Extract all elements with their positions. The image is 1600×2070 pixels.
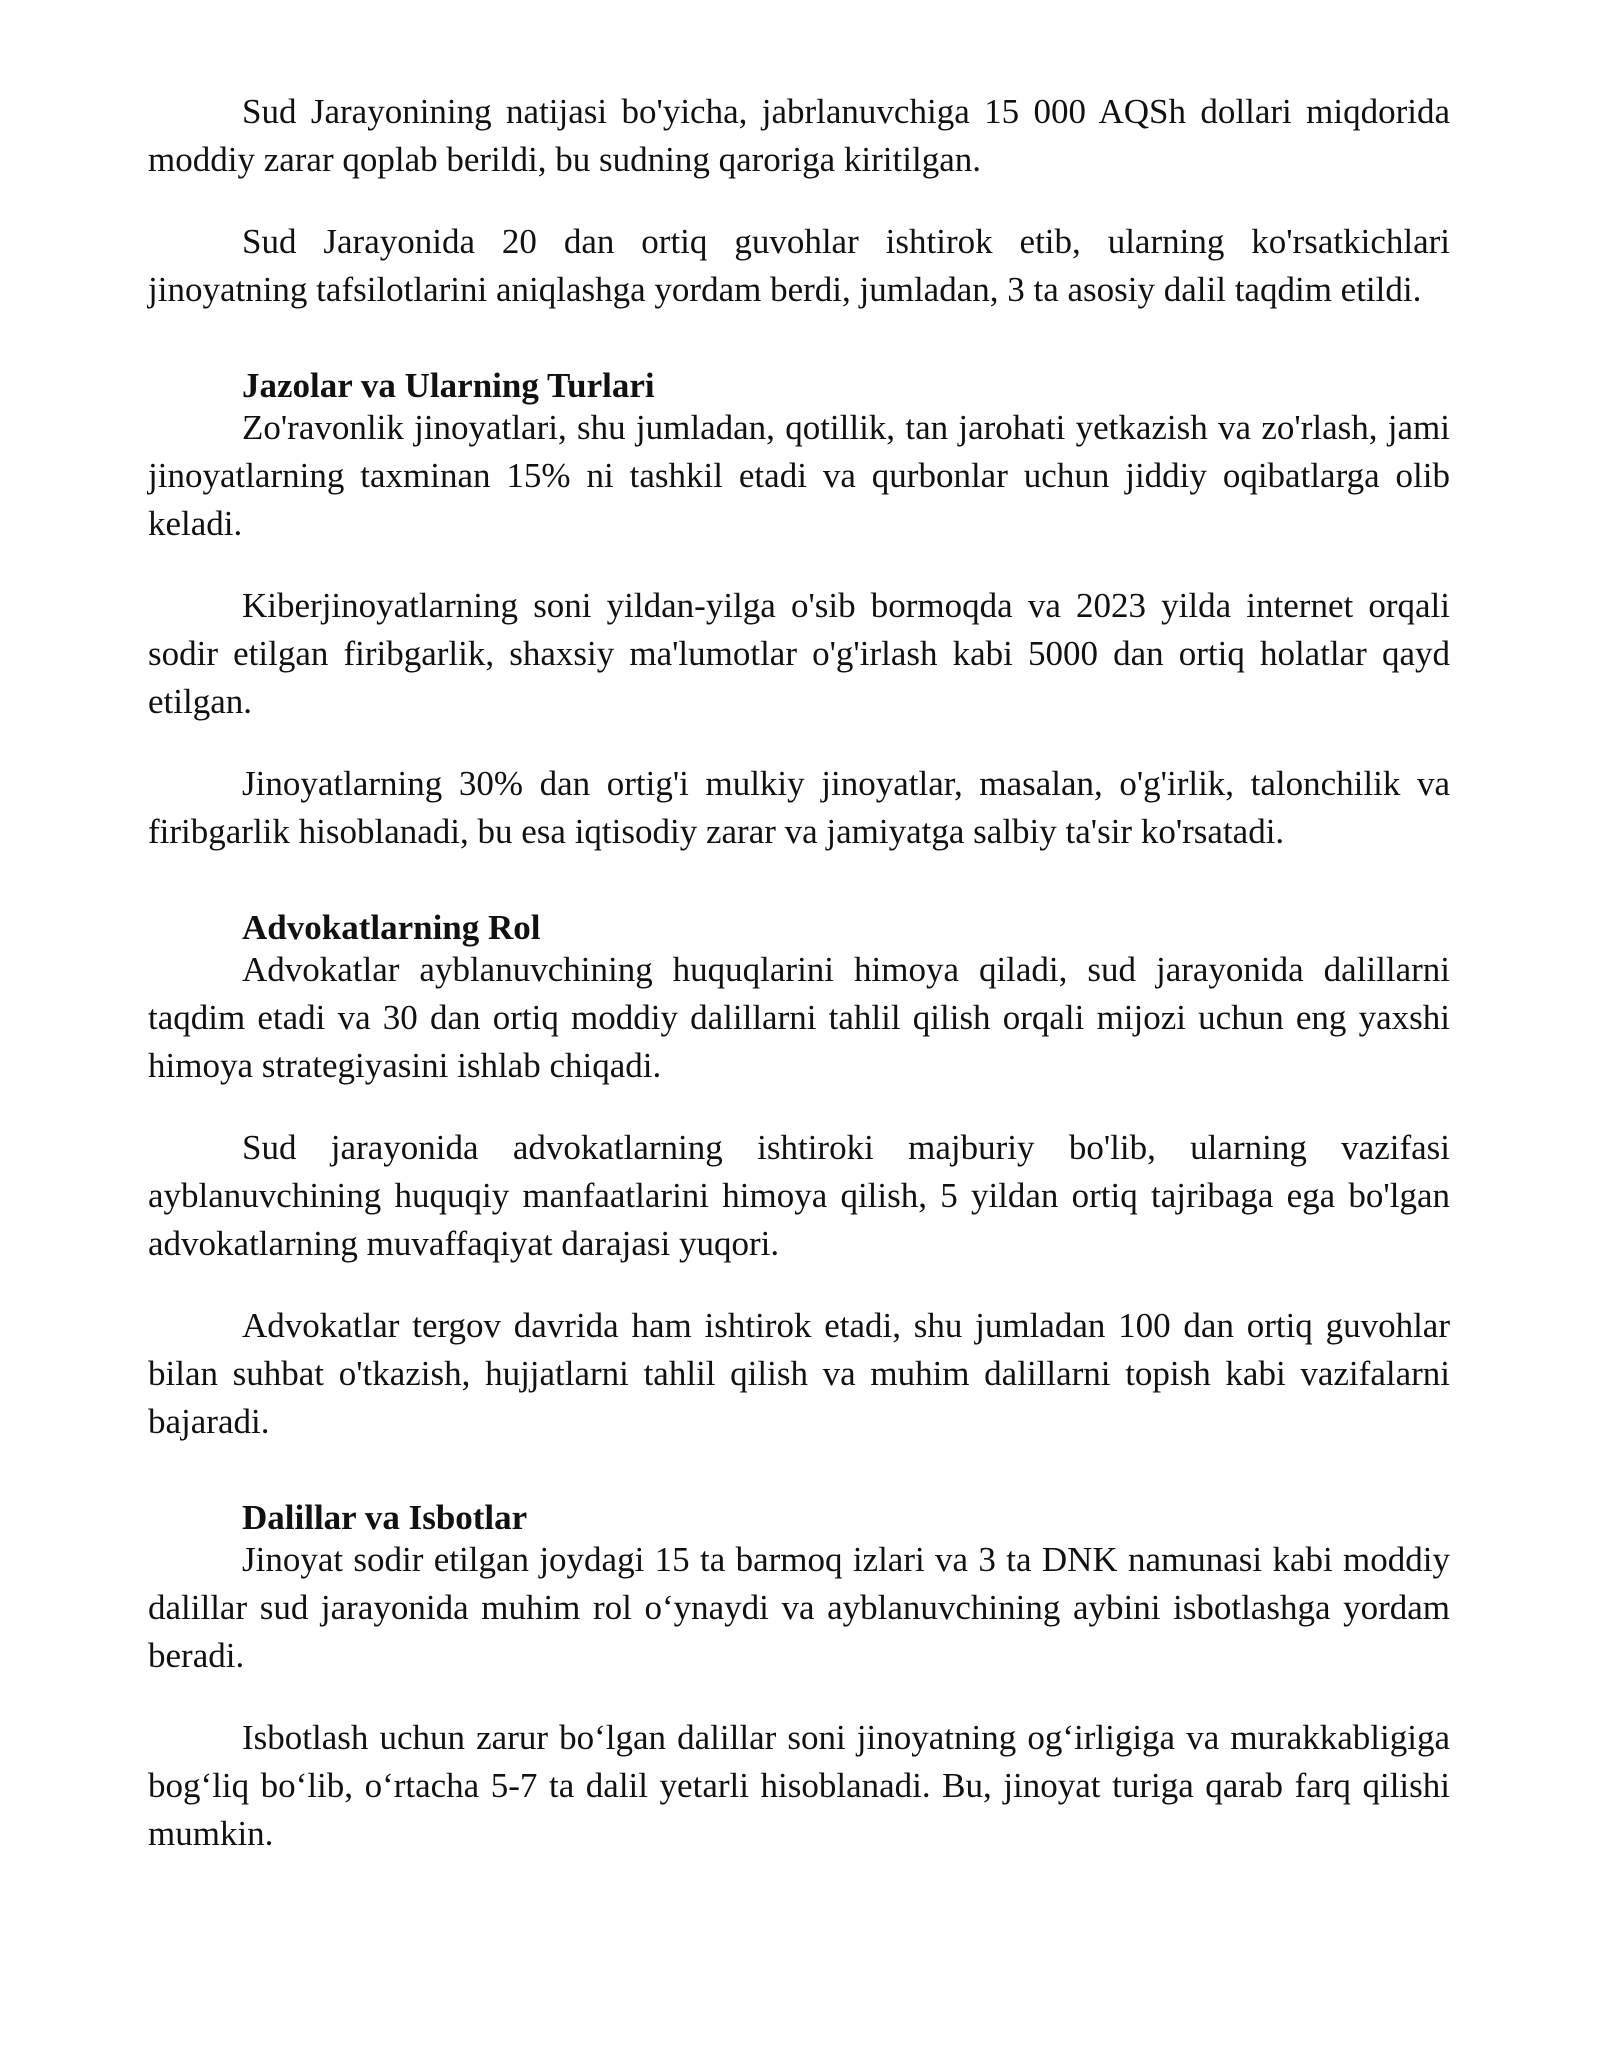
section-heading: Dalillar va Isbotlar bbox=[242, 1498, 528, 1537]
section-dalillar bbox=[148, 1494, 1450, 1858]
section-heading: Jazolar va Ularning Turlari bbox=[242, 366, 655, 405]
section-heading: Advokatlarning Rol bbox=[242, 908, 541, 947]
paragraph: Kiberjinoyatlarning soni yildan-yilga o'sib bormoqda va 2023 yilda internet orqali sodir etilgan firibgarlik, shaxsiy ma'lumotlar o'g'irlash kabi 5000 dan ortiq holatlar qayd etilgan. bbox=[148, 586, 1450, 721]
paragraph: Jinoyat sodir etilgan joydagi 15 ta barmoq izlari va 3 ta DNK namunasi kabi moddiy dalillar sud jarayonida muhim rol o‘ynaydi va ayblanuvchining aybini isbotlashga yordam beradi. bbox=[148, 1540, 1450, 1675]
section-advokatlar bbox=[148, 904, 1450, 1446]
paragraph: Sud Jarayonida 20 dan ortiq guvohlar ishtirok etib, ularning ko'rsatkichlari jinoyatning tafsilotlarini aniqlashga yordam berdi, jumladan, 3 ta asosiy dalil taqdim etildi. bbox=[148, 222, 1450, 309]
paragraph: Jinoyatlarning 30% dan ortig'i mulkiy jinoyatlar, masalan, o'g'irlik, talonchilik va firibgarlik hisoblanadi, bu esa iqtisodiy zarar va jamiyatga salbiy ta'sir ko'rsatadi. bbox=[148, 764, 1450, 851]
paragraph: Sud jarayonida advokatlarning ishtiroki majburiy bo'lib, ularning vazifasi ayblanuvchining huquqiy manfaatlarini himoya qilish, 5 yildan ortiq tajribaga ega bo'lgan advokatlarning muvaffaqiyat darajasi yuqori. bbox=[148, 1128, 1450, 1263]
paragraph: Advokatlar tergov davrida ham ishtirok etadi, shu jumladan 100 dan ortiq guvohlar bilan suhbat o'tkazish, hujjatlarni tahlil qilish va muhim dalillarni topish kabi vazifalarni bajaradi. bbox=[148, 1306, 1450, 1441]
paragraph: Sud Jarayonining natijasi bo'yicha, jabrlanuvchiga 15 000 AQSh dollari miqdorida moddiy zarar qoplab berildi, bu sudning qaroriga kiritilgan. bbox=[148, 92, 1450, 179]
paragraph: Isbotlash uchun zarur bo‘lgan dalillar soni jinoyatning og‘irligiga va murakkabligiga bog‘liq bo‘lib, o‘rtacha 5-7 ta dalil yetarli hisoblanadi. Bu, jinoyat turiga qarab farq qilishi mumkin. bbox=[148, 1718, 1450, 1853]
document-body bbox=[148, 88, 1450, 1892]
paragraph: Zo'ravonlik jinoyatlari, shu jumladan, qotillik, tan jarohati yetkazish va zo'rlash, jami jinoyatlarning taxminan 15% ni tashkil etadi va qurbonlar uchun jiddiy oqibatlarga olib keladi. bbox=[148, 408, 1450, 543]
section-jazolar bbox=[148, 362, 1450, 856]
paragraph: Advokatlar ayblanuvchining huquqlarini himoya qiladi, sud jarayonida dalillarni taqdim etadi va 30 dan ortiq moddiy dalillarni tahlil qilish orqali mijozi uchun eng yaxshi himoya strategiyasini ishlab chiqadi. bbox=[148, 950, 1450, 1085]
